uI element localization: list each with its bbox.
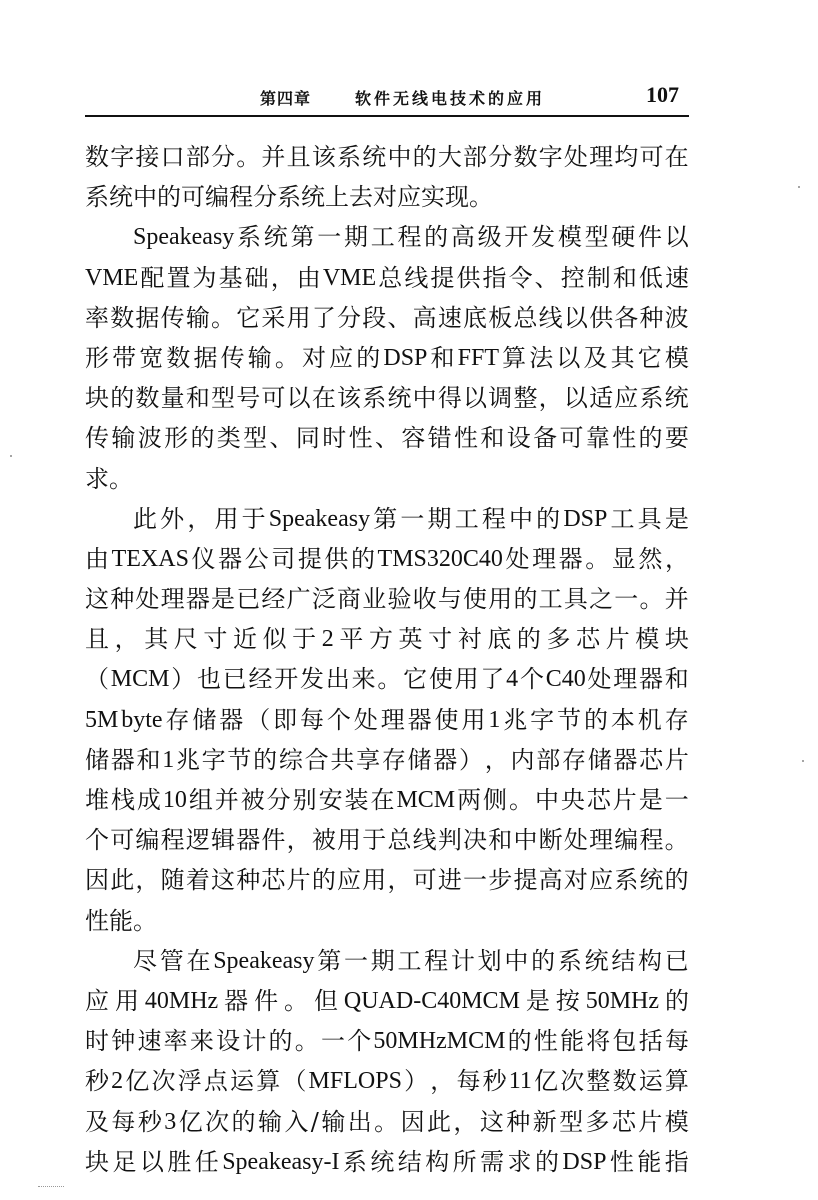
scan-speck (10, 455, 12, 457)
text-line: 形 带 宽 数 据 传 输 。 对 应 的 DSP 和 FFT 算 法 以 及 其 它 模 (85, 343, 689, 372)
scan-speck (802, 760, 804, 762)
text-line: 数 字 接 口 部 分 。 并 且 该 系 统 中 的 大 部 分 数 字 处 理 均 可 在 (85, 143, 689, 171)
text-line: VME 配 置 为 基 础 ， 由 VME 总 线 提 供 指 令 、 控 制 和 低 速 (85, 263, 689, 292)
text-line: 且 ， 其 尺 寸 近 似 于 2 平 方 英 寸 衬 底 的 多 芯 片 模 块 (85, 625, 689, 654)
scan-speck (798, 186, 800, 188)
body-text (85, 137, 689, 1182)
text-line: 储 器 和 1 兆 字 节 的 综 合 共 享 存 储 器 ） ， 内 部 存 储 器 芯 片 (85, 745, 689, 774)
text-line: Speakeasy 系 统 第 一 期 工 程 的 高 级 开 发 模 型 硬 件 以 (133, 223, 689, 252)
text-line: （ MCM ） 也 已 经 开 发 出 来 。 它 使 用 了 4 个 C40 处 理 器 和 (85, 665, 689, 694)
text-line: 这 种 处 理 器 是 已 经 广 泛 商 业 验 收 与 使 用 的 工 具 之 一 。 并 (85, 585, 689, 614)
text-line: 求 。 (85, 464, 133, 493)
text-line: 传 输 波 形 的 类 型 、 同 时 性 、 容 错 性 和 设 备 可 靠 性 的 要 (85, 424, 689, 453)
page-number: 107 (646, 82, 679, 107)
text-line: 堆 栈 成 10 组 并 被 分 别 安 装 在 MCM 两 侧 。 中 央 芯 片 是 一 (85, 786, 689, 814)
text-line: 率 数 据 传 输 。 它 采 用 了 分 段 、 高 速 底 板 总 线 以 供 各 种 波 (85, 303, 689, 332)
page-header (85, 84, 689, 118)
text-line: 时 钟 速 率 来 设 计 的 。 一 个 50MHzMCM 的 性 能 将 包 括 每 (85, 1027, 689, 1056)
text-line: 此 外 ， 用 于 Speakeasy 第 一 期 工 程 中 的 DSP 工 具 是 (133, 504, 689, 533)
text-line: 因 此 ， 随 着 这 种 芯 片 的 应 用 ， 可 进 一 步 提 高 对 应 系 统 的 (85, 866, 689, 895)
text-line: 及 每 秒 3 亿 次 的 输 入 / 输 出 。 因 此 ， 这 种 新 型 多 芯 片 模 (85, 1107, 689, 1136)
text-line: 性 能 。 (85, 906, 157, 935)
text-line: 块 的 数 量 和 型 号 可 以 在 该 系 统 中 得 以 调 整 ， 以 适 应 系 统 (85, 384, 689, 413)
header-chapter: 第四章 (260, 89, 312, 108)
text-line: 秒 2 亿 次 浮 点 运 算 （ MFLOPS ） ， 每 秒 11 亿 次 整 数 运 算 (85, 1067, 689, 1096)
text-line: 块 足 以 胜 任 Speakeasy-I 系 统 结 构 所 需 求 的 DSP 性 能 指 (85, 1147, 689, 1176)
text-line: 5M byte 存 储 器 （ 即 每 个 处 理 器 使 用 1 兆 字 节 的 本 机 存 (85, 705, 689, 734)
text-line: 尽 管 在 Speakeasy 第 一 期 工 程 计 划 中 的 系 统 结 构 已 (133, 946, 689, 975)
scan-dots (38, 1186, 64, 1189)
text-line: 个 可 编 程 逻 辑 器 件 ， 被 用 于 总 线 判 决 和 中 断 处 理 编 程 。 (85, 826, 689, 855)
header-title: 软件无线电技术的应用 (355, 89, 546, 108)
text-line: 由 TEXAS 仪 器 公 司 提 供 的 TMS320C40 处 理 器 。 显 然 ， (85, 544, 689, 573)
header-rule (85, 115, 689, 117)
text-line: 系 统 中 的 可 编 程 分 系 统 上 去 对 应 实 现 。 (85, 183, 493, 212)
text-line: 应 用 40MHz 器 件 。 但 QUAD-C40MCM 是 按 50MHz 的 (85, 986, 689, 1015)
